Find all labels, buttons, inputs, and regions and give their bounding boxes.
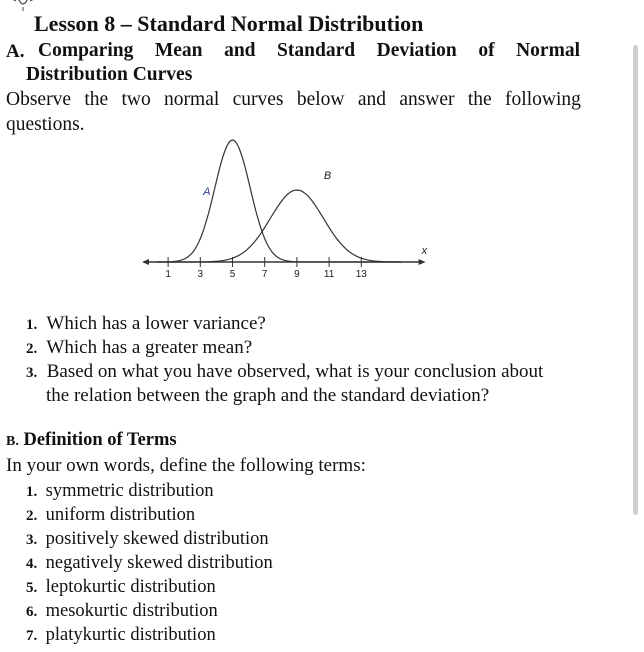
x-axis-arrow-right — [419, 259, 426, 265]
question-text: Based on what you have observed, what is your conclusion about — [46, 361, 544, 382]
question-number: 3. — [26, 365, 38, 381]
term-text: platykurtic distribution — [45, 625, 216, 645]
term-number: 7. — [26, 628, 38, 644]
term-number: 1. — [26, 484, 38, 500]
term-item — [26, 529, 269, 550]
section-a-heading-line1 — [38, 40, 580, 62]
lightbulb-icon — [10, 0, 36, 12]
vertical-scrollbar[interactable] — [633, 45, 638, 515]
x-axis-arrow-left — [142, 259, 149, 265]
lesson-title: Lesson 8 – Standard Normal Distribution — [34, 11, 424, 36]
x-tick-label: 11 — [323, 269, 335, 280]
term-item — [26, 553, 273, 574]
intro-word: below — [296, 89, 345, 110]
x-tick-label: 13 — [355, 269, 367, 280]
intro-word: answer — [399, 89, 455, 110]
intro-word: following — [505, 89, 581, 110]
term-number: 2. — [26, 508, 38, 524]
question-text: Which has a greater mean? — [46, 337, 253, 358]
x-tick-label: 5 — [229, 269, 236, 280]
normal-curves-chart — [140, 130, 450, 290]
intro-word: curves — [232, 89, 284, 110]
heading-word: and — [224, 40, 256, 61]
term-text: negatively skewed distribution — [45, 553, 273, 573]
section-a-intro-line2: questions. — [6, 114, 85, 135]
question-text: Which has a lower variance? — [46, 313, 266, 334]
term-number: 3. — [26, 532, 38, 548]
term-text: uniform distribution — [45, 505, 196, 525]
term-item — [26, 625, 216, 646]
section-b-letter: B. — [6, 434, 19, 449]
term-item — [26, 505, 195, 526]
x-axis-label: x — [421, 245, 428, 257]
term-text: mesokurtic distribution — [45, 601, 218, 621]
intro-word: the — [467, 89, 492, 110]
section-a-heading-line2: Distribution Curves — [26, 64, 193, 85]
section-b-title: Definition of Terms — [23, 430, 177, 450]
heading-word: Comparing — [38, 40, 134, 61]
question-number: 2. — [26, 341, 38, 357]
section-b-heading — [6, 430, 177, 451]
term-text: symmetric distribution — [45, 481, 214, 501]
term-number: 4. — [26, 556, 38, 572]
x-tick-label: 9 — [294, 269, 300, 280]
curve-label-b: B — [323, 170, 332, 183]
term-text: positively skewed distribution — [45, 529, 269, 549]
section-a-letter: A. — [6, 41, 25, 62]
intro-word: and — [357, 89, 386, 110]
question-number: 1. — [26, 317, 38, 333]
intro-word: two — [121, 89, 151, 110]
term-number: 5. — [26, 580, 38, 596]
question-3-continued: the relation between the graph and the standard deviation? — [46, 385, 490, 406]
term-number: 6. — [26, 604, 38, 620]
intro-word: normal — [164, 89, 220, 110]
question-2 — [26, 337, 252, 359]
heading-word: Normal — [516, 40, 580, 61]
section-b-intro: In your own words, define the following terms: — [6, 455, 366, 476]
term-item — [26, 481, 214, 502]
x-tick-label: 1 — [165, 269, 171, 280]
intro-word: the — [84, 89, 109, 110]
heading-word: Deviation — [376, 40, 457, 61]
heading-word: of — [478, 40, 495, 61]
term-item — [26, 577, 216, 598]
question-3 — [26, 361, 543, 383]
question-1 — [26, 313, 266, 335]
curve-a — [157, 140, 402, 262]
curve-label-a: A — [203, 185, 211, 198]
heading-word: Standard — [277, 40, 356, 61]
section-a-intro-line1 — [6, 89, 581, 111]
term-item — [26, 601, 218, 622]
intro-word: Observe — [6, 89, 71, 110]
x-tick-label: 7 — [261, 269, 268, 280]
x-tick-label: 3 — [197, 269, 204, 280]
heading-word: Mean — [154, 40, 203, 61]
term-text: leptokurtic distribution — [45, 577, 216, 597]
